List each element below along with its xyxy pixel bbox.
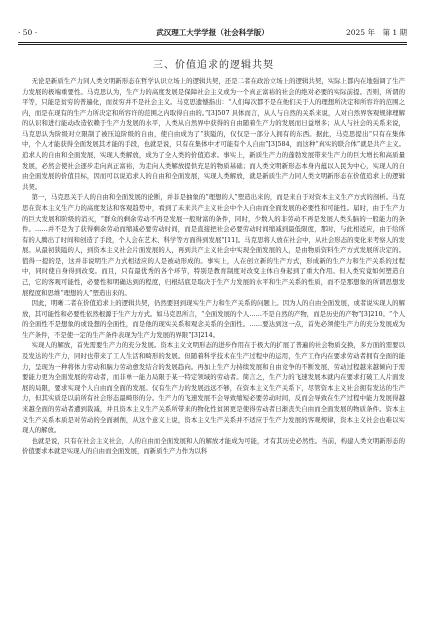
- header-rule: [18, 42, 407, 43]
- paragraph: 实现人的解放，首先需要生产力的充分发展。资本主义文明形态的进步作用在于极大的扩展了普遍的社会物质交换，多方面的需要以及发达的生产力，同时也带来了工人生活和畸形的发展。但随着科学技术在生产过程中的运用，生产工作内在要求劳动者拥有全面的能力，呈现为一种将体力劳动和脑力劳动愈发结合的发展趋向。再加上生产力持续发展和自由竞争的不断发展，劳动过程越来越倾向于需要能力更为全面发展的劳动者，而非单一能力局限于某一特定领域的劳动者。简言之，生产力的飞速发展本就内在要求打破工人片面发展的局限，要求实现个人自由而全面的发展。仅有生产力的发展远远不够，在资本主义生产关系下，尽管资本主义社会拥有发达的生产力，但其实质是以前所有社会形态最畸形的分。生产力的飞速发展不会导致缩短必要劳动时间，反而会导致在生产过程中能力发展得越来越全面的劳动者遭到裁减，并且资本主义生产关系所带来的物化性贫困更是使得劳动者日渐丧失自由而全面发展的物质条件。资本主义生产关系本质是对劳动的全面剥削，从这个意义上说，资本主义生产关系并不适应于生产力发展的客观规律，资本主义社会也难以实现人的解放。: [22, 341, 405, 435]
- running-header: [18, 26, 407, 40]
- issue-label: 2025 年 第 1 期: [345, 28, 407, 37]
- paragraph: 无论是新质生产力同人类文明新形态在哲学认识立场上的逻辑共契，还是二者在政治立场上的逻辑共契，实际上都内在地强调了生产力发展的极端重要性。马克思认为，生产力的高度发展是保障社会主义或为一个真正富裕的社会的绝对必要的实际前提。否则，所谓的平等，只能是贫穷的普遍化，而贫穷并不是社会主义。马克思遗憾指出：“人们每次都不是在他们关于人的理想所决定和所容许的范围之内，而是在现有的生产力所决定和所容许的范围之内取得自由的。”[3]507 具体而言，从人与自然的关系来说，人对自然界客观规律理解的认识和进行能动改造依赖于生产力发展的水平，人类从自然界中获得的自由随着生产力的发展而日益增多；从人与社会的关系来说，马克思认为阶级对立限制了被压迫阶级的自由，使自由成为了“狭隘的，仅仅是一部分人拥有的东西。据此，马克思提出“只有在集体中，个人才能获得全面发展其才能的手段，也就是说，只有在集体中才可能有个人自由”[3]584，而这种“真实的联合体”就是共产主义。追求人的自由和全面发展，实现人类解放，成为了全人类的价值追求。事实上，新质生产力的蓬勃发展带来生产力的巨大增长和高质量发展，必然会使社会逐步走向真正富裕，为走向人类解放提供充足的物质基础；而人类文明新形态本身内蕴以人民为中心，实现人的自由全面发展的价值目标，因而可以说追求人的自由和全面发展，实现人类解放，就是新质生产力同人类文明新形态在价值追求上的逻辑共契。: [22, 77, 405, 191]
- section-title: 三、价值追求的逻辑共契: [153, 60, 274, 71]
- header-rule-thin: [18, 44, 407, 45]
- paragraph: 因此，明晰二者在价值追求上的逻辑共契，仍然要回到现实生产力和生产关系的问题上。因为人的自由全面发展，或者说实现人的解放，其可能性和必要性依然根源于生产力方式。如马克思所言，“全面发展的个人……不是自然的产物，而是历史的产物”[3]210。“个人的全面性不是想象的或设想的全面性，而是他的现实关系和观念关系的全面性。……要达到这一点，首先必须使生产力的充分发展成为生产条件，不是使一定的生产条件表现为生产力发展的界限”[3]214。: [22, 299, 405, 339]
- paragraph: 也就是说，只有在社会主义社会，人的自由而全面发展和人的解放才能成为可能，才有其历史必然性。当前，构建人类文明新形态的价值要求本就是实现人的自由而全面发展，而新质生产力作为以科: [22, 436, 405, 456]
- journal-title: 武汉理工大学学报（社会科学版）: [156, 28, 269, 37]
- article-body: [22, 76, 405, 612]
- page-number: · 50 ·: [18, 28, 38, 37]
- paragraph: 第一，马克思关于人的自由和全面发展的论断，并非是抽象的“理想的人”塑造出来的，而是来自于对资本主义生产方式的剖析。马克思在资本主义生产力的高度发达和客观趋势中，看到了未来共产主义社会中个人自由而全面发展的必要性和可能性。届时，由于生产力的巨大发展和阶级的消灭，“群众的剩余劳动不再是发展一般财富的条件，同时，少数人的非劳动不再是发展人类头脑的一般能力的条件。……并不是为了获得剩余劳动而缩减必要劳动时间，而是直接把社会必要劳动时间缩减到最低限度，那时，与此相适应，由于给所有的人腾出了时间和创造了手段，个人会在艺术、科学等方面得到发展”[11]。马克思将人放在社会中，从社会形态的变化来考察人的发展。从最初狭隘的人，到资本主义社会片面发展的人，再到共产主义社会中实现全面发展的人，是由物质资料生产方式发展所决定的。值得一提的是，这并非说明生产力式相适应的人是被动形成的。事实上，人在创立新的生产方式，形成新的生产力和生产关系的过程中，同时使自身得到改变。而且，只有最优秀的各个环节，特别是教育制度对改变主体自身起到了重大作用。但人类究竟如何塑造自己，它的客观可能性，必要性和明确达到的程度，归根结底是取决于生产力发展的水平和生产关系的性质，而不是那想象的所谓思想发展程度和思维“理想的人”塑造出来的。: [22, 193, 405, 297]
